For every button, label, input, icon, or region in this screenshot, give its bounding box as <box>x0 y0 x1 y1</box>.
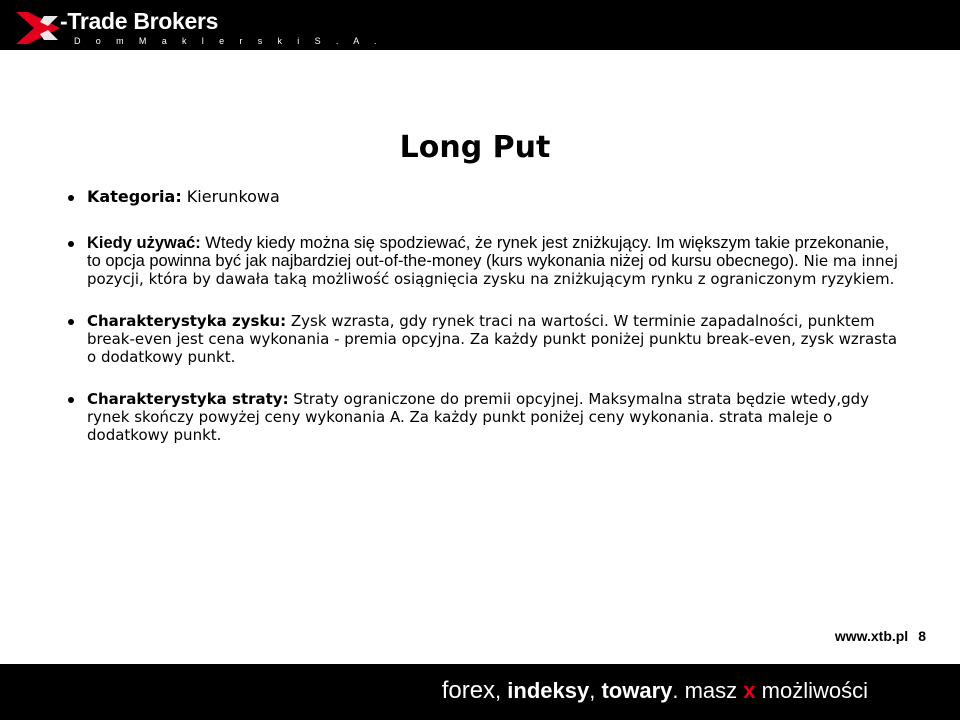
bullet-label: Charakterystyka straty: <box>87 390 289 408</box>
tagline-forex: forex <box>441 677 496 704</box>
bullet-kategoria <box>68 188 900 206</box>
bullet-label: Kiedy używać: <box>87 234 201 252</box>
bullet-dot-icon <box>68 195 74 201</box>
tagline-x: x <box>743 678 756 703</box>
bullet-dot-icon <box>68 241 74 247</box>
tagline-sep: , <box>589 678 602 703</box>
footer-url-line <box>835 628 926 644</box>
bullet-text: Kierunkowa <box>181 187 280 206</box>
x-logo-icon <box>14 10 60 46</box>
bullet-label: Charakterystyka zysku: <box>87 312 287 330</box>
brand-name: -Trade Brokers <box>60 8 219 34</box>
tagline-towary: towary <box>601 678 673 703</box>
bullet-text: Zysk wzrasta, gdy rynek traci na wartości. W terminie zapadalności, punktem break-even jest cena wykonania - premia opcyjna. Za każdy punkt poniżej punktu break-even, zysk wzrasta o dodatkowy punkt. <box>87 312 898 366</box>
bullet-text-tail: Nie ma innej pozycji, która by dawała taką możliwość osiągnięcia zysku na zniżkującym rynku z ograniczonym ryzykiem. <box>87 252 899 288</box>
slide-title: Long Put <box>399 130 551 165</box>
tagline-indeksy: indeksy <box>507 678 590 703</box>
bullet-zysk <box>68 312 900 366</box>
header-bar <box>0 0 960 50</box>
bullet-text-lead: Wtedy kiedy można się spodziewać, że rynek jest zniżkujący. Im większym takie przekonanie, to opcja powinna być jak najbardziej out-of-the-money (kurs wykonania niżej od kursu obecnego). <box>87 234 890 270</box>
bullet-strata <box>68 390 900 444</box>
bullet-dot-icon <box>68 319 74 325</box>
website-link[interactable]: www.xtb.pl <box>834 628 909 644</box>
brand-subtitle: D o m M a k l e r s k i S . A . <box>74 36 383 46</box>
bullet-list <box>68 188 900 444</box>
bullet-label: Kategoria: <box>87 187 182 206</box>
tagline-mozliwosci: możliwości <box>755 678 868 703</box>
bullet-dot-icon <box>68 397 74 403</box>
tagline <box>442 677 868 705</box>
xtb-logo <box>14 6 383 48</box>
page-number: 8 <box>918 628 926 644</box>
bullet-text: Straty ograniczone do premii opcyjnej. Maksymalna strata będzie wtedy,gdy rynek skończy powyżej ceny wykonania A. Za każdy punkt poniżej ceny wykonania. strata maleje o dodatkowy punkt. <box>87 390 870 444</box>
tagline-sep: , <box>495 678 508 703</box>
tagline-masz: . masz <box>672 678 744 703</box>
bullet-kiedy <box>68 234 900 288</box>
